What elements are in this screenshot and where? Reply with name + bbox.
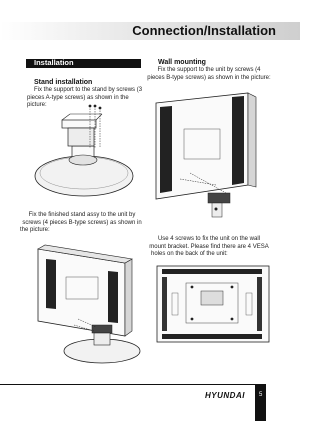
vesa-back-panel-figure xyxy=(156,265,270,343)
stand-text-2: pieces A-type screws) as shown in the picture: xyxy=(27,94,129,109)
brand-logo: HYUNDAI xyxy=(205,391,245,400)
wall-instructions xyxy=(145,67,273,82)
assy-text-1: Fix the finished stand assy to the unit by xyxy=(28,212,136,218)
vesa-text-2: mount bracket. Please find there are 4 VESA xyxy=(149,243,269,250)
vesa-text-1: Use 4 screws to fix the unit on the wall xyxy=(157,236,261,242)
assy-text-3: the picture: xyxy=(20,227,50,234)
wall-text-1: Fix the support to the unit by screws (4 xyxy=(157,67,261,73)
footer-rule xyxy=(0,384,266,385)
section-label: Installation xyxy=(34,58,74,67)
vesa-text-3: holes on the back of the unit: xyxy=(151,251,228,258)
stand-assembly-figure xyxy=(32,102,140,200)
stand-to-unit-figure xyxy=(30,241,145,369)
wall-text-2: pieces B-type screws) as shown in the picture: xyxy=(147,74,271,81)
section-bar xyxy=(26,59,141,68)
stand-text-1: Fix the support to the stand by screws (3 xyxy=(34,87,143,93)
wall-heading: Wall mounting xyxy=(158,59,206,66)
page-number-box xyxy=(255,384,266,421)
page-title: Connection/Installation xyxy=(132,23,276,38)
wall-bracket-figure xyxy=(150,89,270,221)
assy-text-2: screws (4 pieces B-type screws) as shown in xyxy=(22,219,142,226)
vesa-instructions xyxy=(145,236,273,259)
assy-instructions xyxy=(20,212,144,235)
page-number: 5 xyxy=(259,392,263,398)
stand-heading: Stand installation xyxy=(34,79,93,86)
